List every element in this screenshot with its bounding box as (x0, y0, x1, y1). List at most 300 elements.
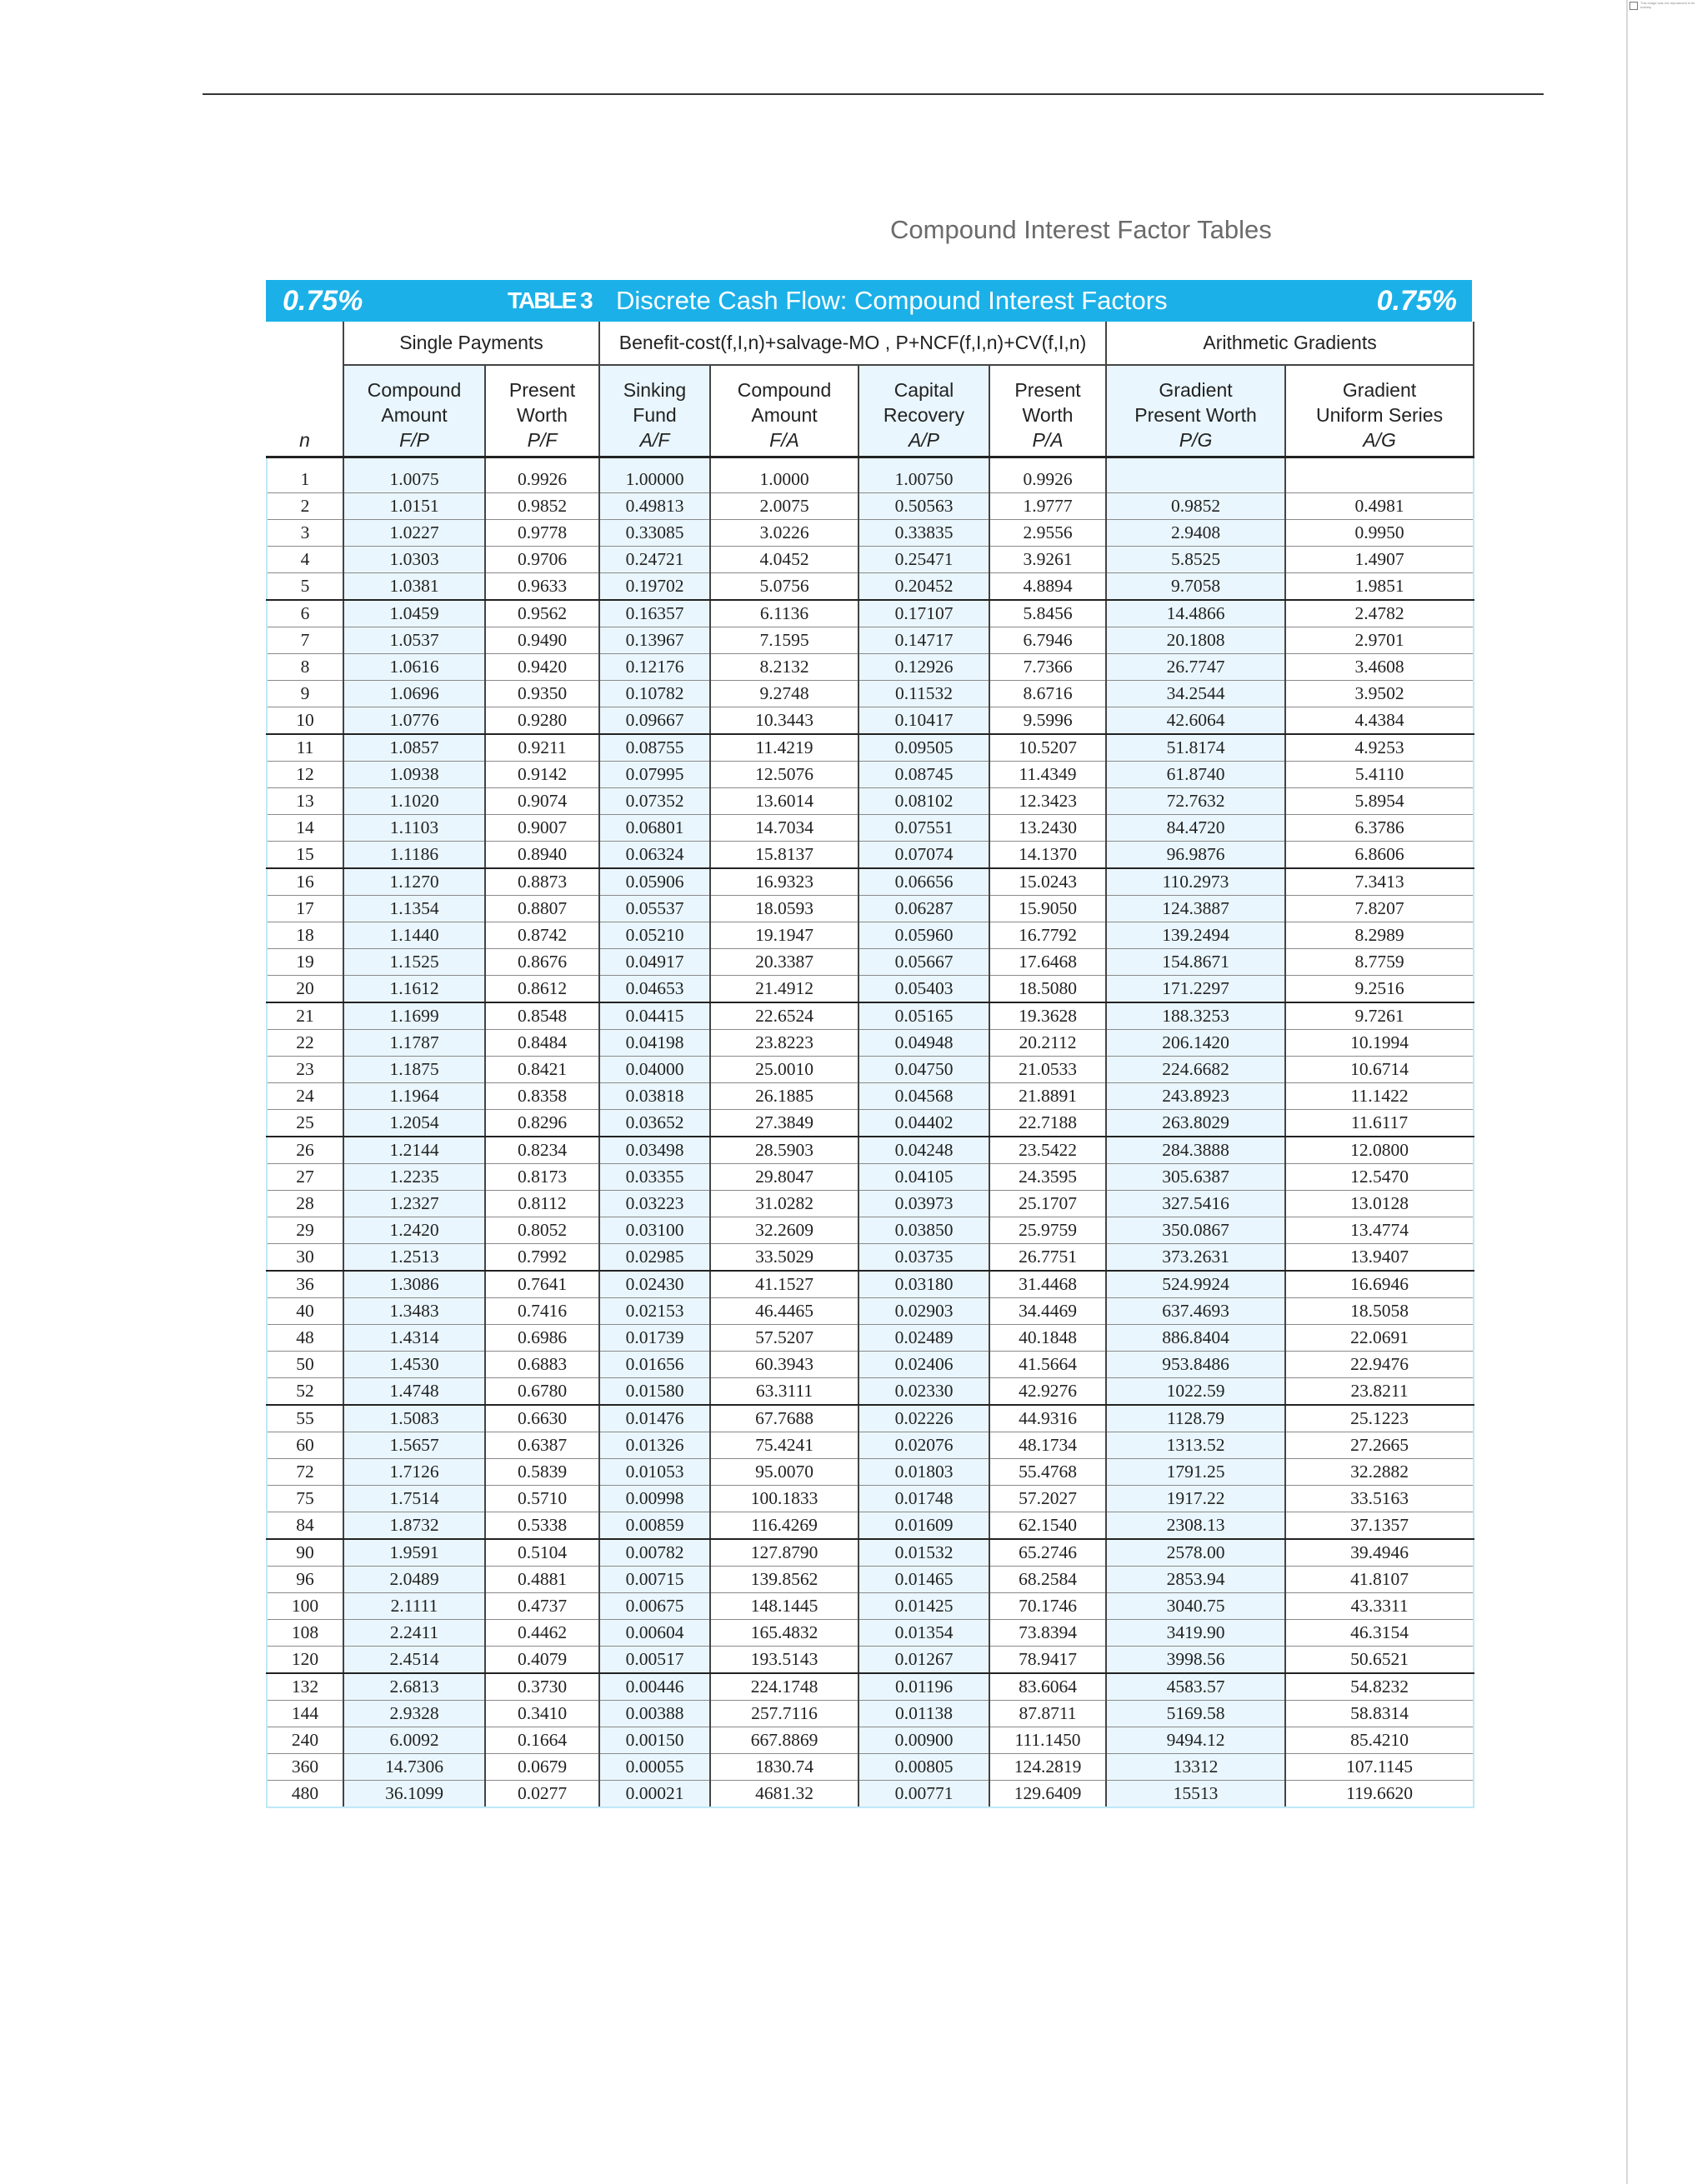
table-row (267, 1701, 1474, 1727)
table-cell: 50.6521 (1285, 1647, 1474, 1674)
table-cell: 1128.79 (1106, 1405, 1285, 1432)
table-cell: 9.7261 (1285, 1002, 1474, 1030)
table-cell: 22.9476 (1285, 1352, 1474, 1378)
table-row (267, 457, 1474, 493)
table-cell: 4.8894 (989, 573, 1106, 601)
table-title: Discrete Cash Flow: Compound Interest Factors (616, 286, 1168, 315)
table-row (267, 1620, 1474, 1647)
table-cell: 2.6813 (343, 1673, 485, 1701)
table-cell: 1.5657 (343, 1432, 485, 1459)
table-cell: 0.19702 (599, 573, 710, 601)
column-header-ag: Gradient Uniform Series A/G (1285, 365, 1474, 457)
table-cell: 0.10417 (859, 707, 989, 735)
table-cell: 1.2054 (343, 1110, 485, 1137)
table-cell: 0.03652 (599, 1110, 710, 1137)
table-cell: 67.7688 (710, 1405, 859, 1432)
table-cell: 1.3483 (343, 1298, 485, 1325)
table-cell: 1.2420 (343, 1217, 485, 1244)
table-row (267, 762, 1474, 788)
column-header-fp: Compound Amount F/P (343, 365, 485, 457)
table-row (267, 707, 1474, 735)
table-cell: 1.2327 (343, 1191, 485, 1217)
table-cell: 0.03498 (599, 1137, 710, 1164)
table-cell: 0.8548 (485, 1002, 599, 1030)
table-cell: 15 (267, 842, 343, 869)
table-cell: 0.8676 (485, 949, 599, 976)
table-cell: 75.4241 (710, 1432, 859, 1459)
table-row (267, 627, 1474, 654)
table-cell: 0.33835 (859, 520, 989, 547)
table-cell: 85.4210 (1285, 1727, 1474, 1754)
compound-interest-factor-table (266, 322, 1474, 1808)
table-cell: 2.4782 (1285, 600, 1474, 627)
table-cell: 0.05906 (599, 868, 710, 896)
table-cell: 33.5163 (1285, 1486, 1474, 1512)
table-row (267, 573, 1474, 601)
table-cell: 327.5416 (1106, 1191, 1285, 1217)
table-cell: 11.6117 (1285, 1110, 1474, 1137)
table-cell: 55 (267, 1405, 343, 1432)
table-cell: 28 (267, 1191, 343, 1217)
table-cell: 2.2411 (343, 1620, 485, 1647)
table-row (267, 1567, 1474, 1593)
table-cell: 21.8891 (989, 1083, 1106, 1110)
table-row (267, 1727, 1474, 1754)
table-cell: 1.0616 (343, 654, 485, 681)
table-cell: 0.0277 (485, 1781, 599, 1808)
table-cell: 1.0776 (343, 707, 485, 735)
table-cell: 0.8173 (485, 1164, 599, 1191)
table-cell: 20.3387 (710, 949, 859, 976)
table-cell: 16.9323 (710, 868, 859, 896)
table-cell: 1.4314 (343, 1325, 485, 1352)
table-cell: 4 (267, 547, 343, 573)
table-cell: 165.4832 (710, 1620, 859, 1647)
table-cell: 20 (267, 976, 343, 1003)
table-cell: 13.6014 (710, 788, 859, 815)
table-cell: 55.4768 (989, 1459, 1106, 1486)
table-cell: 0.7992 (485, 1244, 599, 1272)
table-cell: 0.4981 (1285, 493, 1474, 520)
table-cell: 0.02406 (859, 1352, 989, 1378)
table-cell: 0.00675 (599, 1593, 710, 1620)
table-cell: 23.8223 (710, 1030, 859, 1057)
table-cell: 1.0227 (343, 520, 485, 547)
table-cell: 0.9950 (1285, 520, 1474, 547)
table-cell: 0.00150 (599, 1727, 710, 1754)
table-cell: 0.00900 (859, 1727, 989, 1754)
table-row (267, 1781, 1474, 1808)
table-row (267, 1164, 1474, 1191)
table-row (267, 1378, 1474, 1406)
table-cell: 78.9417 (989, 1647, 1106, 1674)
table-cell: 1.0075 (343, 457, 485, 493)
table-cell: 0.01138 (859, 1701, 989, 1727)
table-cell: 1.2235 (343, 1164, 485, 1191)
table-cell: 13.0128 (1285, 1191, 1474, 1217)
table-cell: 139.2494 (1106, 922, 1285, 949)
table-cell: 18 (267, 922, 343, 949)
table-cell: 0.04198 (599, 1030, 710, 1057)
table-cell: 12 (267, 762, 343, 788)
table-cell: 54.8232 (1285, 1673, 1474, 1701)
table-cell: 9494.12 (1106, 1727, 1285, 1754)
table-cell: 33.5029 (710, 1244, 859, 1272)
table-cell: 40 (267, 1298, 343, 1325)
table-cell: 0.05537 (599, 896, 710, 922)
table-cell: 373.2631 (1106, 1244, 1285, 1272)
table-cell: 15.8137 (710, 842, 859, 869)
table-cell: 32.2882 (1285, 1459, 1474, 1486)
table-cell: 0.8358 (485, 1083, 599, 1110)
table-cell: 0.00388 (599, 1701, 710, 1727)
table-cell: 0.01326 (599, 1432, 710, 1459)
table-cell: 1.7126 (343, 1459, 485, 1486)
table-cell: 0.8421 (485, 1057, 599, 1083)
table-cell: 8 (267, 654, 343, 681)
table-cell: 8.6716 (989, 681, 1106, 707)
table-row (267, 1030, 1474, 1057)
table-cell: 20.1808 (1106, 627, 1285, 654)
table-cell: 28.5903 (710, 1137, 859, 1164)
table-cell: 0.50563 (859, 493, 989, 520)
column-header-n: n (267, 365, 343, 457)
table-cell: 1.3086 (343, 1271, 485, 1298)
table-row (267, 1325, 1474, 1352)
table-cell: 0.00805 (859, 1754, 989, 1781)
table-cell: 23 (267, 1057, 343, 1083)
table-cell: 0.9074 (485, 788, 599, 815)
column-header-pa: Present Worth P/A (989, 365, 1106, 457)
table-cell: 0.20452 (859, 573, 989, 601)
interest-rate-right: 0.75% (1376, 285, 1457, 317)
table-cell: 63.3111 (710, 1378, 859, 1406)
table-cell: 7.7366 (989, 654, 1106, 681)
table-cell: 0.01656 (599, 1352, 710, 1378)
table-cell: 127.8790 (710, 1539, 859, 1567)
table-cell: 15513 (1106, 1781, 1285, 1808)
table-cell: 1.2144 (343, 1137, 485, 1164)
table-row (267, 1593, 1474, 1620)
table-cell: 17 (267, 896, 343, 922)
table-cell: 25 (267, 1110, 343, 1137)
table-cell: 9.2516 (1285, 976, 1474, 1003)
table-cell: 3998.56 (1106, 1647, 1285, 1674)
table-cell: 0.17107 (859, 600, 989, 627)
table-cell: 154.8671 (1106, 949, 1285, 976)
table-cell: 0.9926 (989, 457, 1106, 493)
table-cell: 83.6064 (989, 1673, 1106, 1701)
table-cell: 0.8742 (485, 922, 599, 949)
group-header-arithmetic-gradients: Arithmetic Gradients (1106, 322, 1474, 365)
table-cell: 5 (267, 573, 343, 601)
table-cell: 0.06324 (599, 842, 710, 869)
table-row (267, 896, 1474, 922)
table-cell: 16.6946 (1285, 1271, 1474, 1298)
table-cell: 27 (267, 1164, 343, 1191)
table-cell: 13 (267, 788, 343, 815)
table-cell: 43.3311 (1285, 1593, 1474, 1620)
table-cell: 17.6468 (989, 949, 1106, 976)
table-cell: 0.9350 (485, 681, 599, 707)
table-cell: 0.01354 (859, 1620, 989, 1647)
table-cell: 0.00021 (599, 1781, 710, 1808)
table-cell: 0.9490 (485, 627, 599, 654)
table-cell: 1.1787 (343, 1030, 485, 1057)
table-cell: 1.2513 (343, 1244, 485, 1272)
table-cell: 9.5996 (989, 707, 1106, 735)
table-cell: 2.0075 (710, 493, 859, 520)
table-cell: 0.33085 (599, 520, 710, 547)
section-header: Compound Interest Factor Tables (890, 215, 1272, 244)
corner-note: This image was not reproduced in its entirety (1640, 1, 1695, 9)
table-cell: 0.04105 (859, 1164, 989, 1191)
table-row (267, 1512, 1474, 1540)
table-cell: 1022.59 (1106, 1378, 1285, 1406)
table-cell: 1917.22 (1106, 1486, 1285, 1512)
table-cell: 0.9280 (485, 707, 599, 735)
table-cell: 16.7792 (989, 922, 1106, 949)
table-cell: 953.8486 (1106, 1352, 1285, 1378)
table-cell: 0.9633 (485, 573, 599, 601)
table-cell: 9.7058 (1106, 573, 1285, 601)
table-cell: 32.2609 (710, 1217, 859, 1244)
table-cell: 0.03100 (599, 1217, 710, 1244)
table-cell: 0.07995 (599, 762, 710, 788)
table-cell: 0.4462 (485, 1620, 599, 1647)
table-cell: 0.9706 (485, 547, 599, 573)
column-header-ap: Capital Recovery A/P (859, 365, 989, 457)
table-row (267, 520, 1474, 547)
table-cell: 8.2132 (710, 654, 859, 681)
table-cell: 5169.58 (1106, 1701, 1285, 1727)
table-cell: 0.5839 (485, 1459, 599, 1486)
table-row (267, 1002, 1474, 1030)
group-header-single-payments: Single Payments (343, 322, 599, 365)
table-cell: 5.4110 (1285, 762, 1474, 788)
table-cell: 1.0303 (343, 547, 485, 573)
table-cell: 2.9556 (989, 520, 1106, 547)
table-row (267, 1486, 1474, 1512)
table-cell: 0.9778 (485, 520, 599, 547)
table-row (267, 922, 1474, 949)
table-cell: 0.06287 (859, 896, 989, 922)
table-cell: 48 (267, 1325, 343, 1352)
table-cell: 14.7034 (710, 815, 859, 842)
table-cell: 0.14717 (859, 627, 989, 654)
table-cell: 0.9926 (485, 457, 599, 493)
table-cell: 22 (267, 1030, 343, 1057)
table-cell: 2.9328 (343, 1701, 485, 1727)
table-cell: 26.7747 (1106, 654, 1285, 681)
table-cell: 120 (267, 1647, 343, 1674)
table-cell: 14.7306 (343, 1754, 485, 1781)
table-cell: 6 (267, 600, 343, 627)
table-cell: 0.01748 (859, 1486, 989, 1512)
table-cell: 6.8606 (1285, 842, 1474, 869)
table-cell: 11 (267, 734, 343, 762)
table-cell: 84.4720 (1106, 815, 1285, 842)
table-cell: 0.01425 (859, 1593, 989, 1620)
table-cell: 0.8112 (485, 1191, 599, 1217)
table-row (267, 1191, 1474, 1217)
table-cell: 18.0593 (710, 896, 859, 922)
table-cell: 0.00859 (599, 1512, 710, 1540)
table-cell: 18.5058 (1285, 1298, 1474, 1325)
table-cell: 0.6780 (485, 1378, 599, 1406)
table-row (267, 1754, 1474, 1781)
table-cell: 107.1145 (1285, 1754, 1474, 1781)
table-row (267, 1298, 1474, 1325)
table-cell: 0.01476 (599, 1405, 710, 1432)
table-cell: 14 (267, 815, 343, 842)
table-cell: 0.04415 (599, 1002, 710, 1030)
table-cell: 46.4465 (710, 1298, 859, 1325)
table-cell: 10 (267, 707, 343, 735)
table-cell: 0.9007 (485, 815, 599, 842)
table-cell: 15.0243 (989, 868, 1106, 896)
table-cell: 2308.13 (1106, 1512, 1285, 1540)
table-cell: 10.3443 (710, 707, 859, 735)
table-row (267, 681, 1474, 707)
table-cell: 0.04000 (599, 1057, 710, 1083)
table-cell: 10.6714 (1285, 1057, 1474, 1083)
table-cell: 0.07352 (599, 788, 710, 815)
table-cell: 13312 (1106, 1754, 1285, 1781)
table-cell: 0.01739 (599, 1325, 710, 1352)
table-cell: 31.4468 (989, 1271, 1106, 1298)
column-header-fa: Compound Amount F/A (710, 365, 859, 457)
table-cell: 40.1848 (989, 1325, 1106, 1352)
table-title-bar (266, 280, 1472, 322)
table-row (267, 868, 1474, 896)
table-cell: 0.00604 (599, 1620, 710, 1647)
interest-rate-left: 0.75% (283, 285, 363, 317)
table-cell: 39.4946 (1285, 1539, 1474, 1567)
table-cell: 7 (267, 627, 343, 654)
table-cell: 0.02076 (859, 1432, 989, 1459)
table-cell: 1.0857 (343, 734, 485, 762)
table-cell: 0.3410 (485, 1701, 599, 1727)
table-cell: 2.9701 (1285, 627, 1474, 654)
table-cell: 62.1540 (989, 1512, 1106, 1540)
table-cell: 60.3943 (710, 1352, 859, 1378)
table-row (267, 815, 1474, 842)
table-cell: 0.6883 (485, 1352, 599, 1378)
table-cell: 0.9562 (485, 600, 599, 627)
table-cell: 1.0938 (343, 762, 485, 788)
table-cell: 0.04568 (859, 1083, 989, 1110)
table-cell: 0.5104 (485, 1539, 599, 1567)
table-cell: 0.4737 (485, 1593, 599, 1620)
table-cell: 0.04750 (859, 1057, 989, 1083)
table-cell: 26 (267, 1137, 343, 1164)
table-row (267, 1110, 1474, 1137)
table-cell: 34.4469 (989, 1298, 1106, 1325)
table-cell: 305.6387 (1106, 1164, 1285, 1191)
table-row (267, 1405, 1474, 1432)
table-cell: 2853.94 (1106, 1567, 1285, 1593)
table-cell: 0.5710 (485, 1486, 599, 1512)
table-cell: 72 (267, 1459, 343, 1486)
table-cell: 0.09505 (859, 734, 989, 762)
table-cell: 0.05960 (859, 922, 989, 949)
table-cell: 1.9777 (989, 493, 1106, 520)
table-cell: 1.0459 (343, 600, 485, 627)
table-cell: 7.8207 (1285, 896, 1474, 922)
table-cell: 0.08102 (859, 788, 989, 815)
table-cell: 108 (267, 1620, 343, 1647)
table-cell: 0.03850 (859, 1217, 989, 1244)
table-cell: 12.5470 (1285, 1164, 1474, 1191)
table-cell: 139.8562 (710, 1567, 859, 1593)
table-cell: 42.6064 (1106, 707, 1285, 735)
table-cell: 16 (267, 868, 343, 896)
table-cell: 1.1612 (343, 976, 485, 1003)
table-cell: 48.1734 (989, 1432, 1106, 1459)
table-cell: 20.2112 (989, 1030, 1106, 1057)
table-cell: 1.1186 (343, 842, 485, 869)
table-cell: 1.1699 (343, 1002, 485, 1030)
table-cell: 27.2665 (1285, 1432, 1474, 1459)
table-cell: 1.1525 (343, 949, 485, 976)
table-cell: 23.8211 (1285, 1378, 1474, 1406)
table-cell: 0.9852 (485, 493, 599, 520)
table-cell: 19.1947 (710, 922, 859, 949)
table-cell: 1791.25 (1106, 1459, 1285, 1486)
table-cell: 0.8234 (485, 1137, 599, 1164)
table-cell: 1.1103 (343, 815, 485, 842)
table-cell: 263.8029 (1106, 1110, 1285, 1137)
table-cell: 68.2584 (989, 1567, 1106, 1593)
table-cell: 0.07074 (859, 842, 989, 869)
table-cell: 37.1357 (1285, 1512, 1474, 1540)
table-cell: 1 (267, 457, 343, 493)
table-cell: 41.8107 (1285, 1567, 1474, 1593)
table-cell: 3040.75 (1106, 1593, 1285, 1620)
table-cell: 14.1370 (989, 842, 1106, 869)
table-cell: 1.0151 (343, 493, 485, 520)
table-cell: 0.03223 (599, 1191, 710, 1217)
table-cell: 23.5422 (989, 1137, 1106, 1164)
table-cell: 148.1445 (710, 1593, 859, 1620)
table-cell: 129.6409 (989, 1781, 1106, 1808)
table-cell (1285, 457, 1474, 493)
table-cell: 0.01609 (859, 1512, 989, 1540)
table-body (267, 457, 1474, 1808)
table-cell: 0.03818 (599, 1083, 710, 1110)
table-cell: 0.00715 (599, 1567, 710, 1593)
table-cell: 0.03973 (859, 1191, 989, 1217)
table-cell: 0.05403 (859, 976, 989, 1003)
table-cell: 1.1964 (343, 1083, 485, 1110)
table-cell: 2.0489 (343, 1567, 485, 1593)
table-cell: 0.8807 (485, 896, 599, 922)
table-cell: 1.8732 (343, 1512, 485, 1540)
table-cell: 0.6387 (485, 1432, 599, 1459)
table-cell: 9.2748 (710, 681, 859, 707)
table-cell: 11.1422 (1285, 1083, 1474, 1110)
table-cell: 6.1136 (710, 600, 859, 627)
table-cell: 1.0000 (710, 457, 859, 493)
table-row (267, 734, 1474, 762)
table-cell: 1.00000 (599, 457, 710, 493)
table-cell: 0.06656 (859, 868, 989, 896)
table-cell: 0.13967 (599, 627, 710, 654)
table-cell: 57.2027 (989, 1486, 1106, 1512)
table-row (267, 949, 1474, 976)
table-number: TABLE 3 (508, 287, 592, 313)
